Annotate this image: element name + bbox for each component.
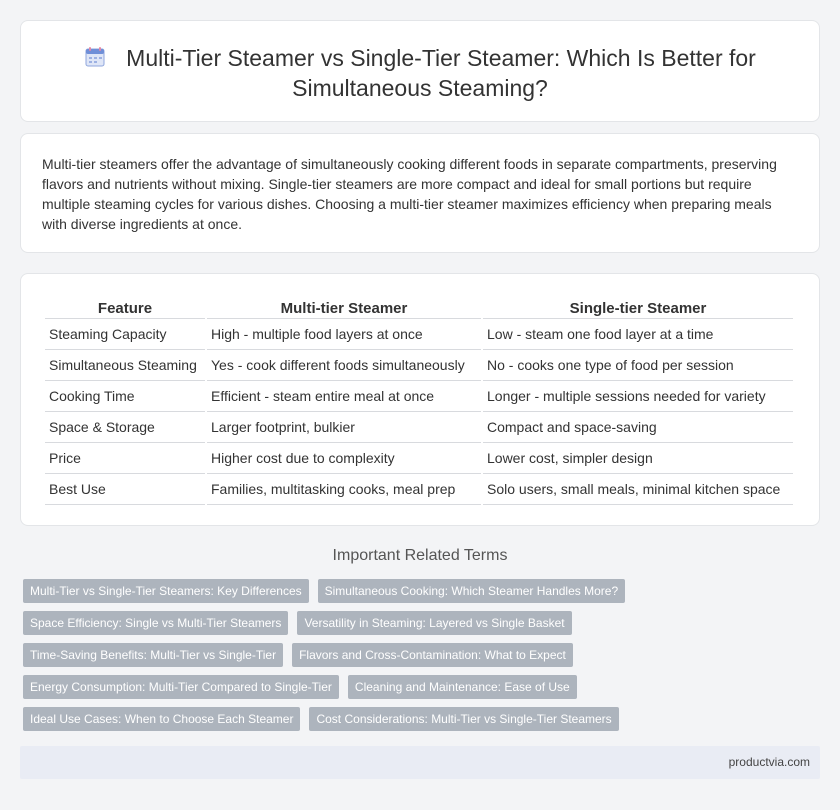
calendar-icon xyxy=(84,46,106,68)
table-cell: No - cooks one type of food per session xyxy=(483,350,793,381)
table-cell: Compact and space-saving xyxy=(483,412,793,443)
table-cell: Low - steam one food layer at a time xyxy=(483,319,793,350)
table-cell: Efficient - steam entire meal at once xyxy=(207,381,481,412)
related-term-tag[interactable]: Ideal Use Cases: When to Choose Each Steamer xyxy=(23,707,300,731)
table-row xyxy=(45,443,793,474)
table-cell: Best Use xyxy=(45,474,205,505)
table-row xyxy=(45,474,793,505)
table-cell: Yes - cook different foods simultaneously xyxy=(207,350,481,381)
footer xyxy=(20,746,820,779)
column-header-single-tier: Single-tier Steamer xyxy=(483,296,793,319)
table-cell: Price xyxy=(45,443,205,474)
table-cell: Higher cost due to complexity xyxy=(207,443,481,474)
table-row xyxy=(45,319,793,350)
page-title: Multi-Tier Steamer vs Single-Tier Steamer: Which Is Better for Simultaneous Steaming? xyxy=(126,45,756,101)
table-cell: Solo users, small meals, minimal kitchen space xyxy=(483,474,793,505)
related-term-tag[interactable]: Cleaning and Maintenance: Ease of Use xyxy=(348,675,577,699)
column-header-multi-tier: Multi-tier Steamer xyxy=(207,296,481,319)
column-header-feature: Feature xyxy=(45,296,205,319)
footer-site-link[interactable]: productvia.com xyxy=(728,755,810,769)
related-term-tag[interactable]: Space Efficiency: Single vs Multi-Tier Steamers xyxy=(23,611,288,635)
related-term-tag[interactable]: Cost Considerations: Multi-Tier vs Single-Tier Steamers xyxy=(309,707,618,731)
table-cell: Steaming Capacity xyxy=(45,319,205,350)
table-row xyxy=(45,381,793,412)
related-term-tag[interactable]: Energy Consumption: Multi-Tier Compared to Single-Tier xyxy=(23,675,339,699)
related-term-tag[interactable]: Versatility in Steaming: Layered vs Single Basket xyxy=(297,611,571,635)
tag-row xyxy=(23,643,823,667)
table-cell: High - multiple food layers at once xyxy=(207,319,481,350)
table-cell: Longer - multiple sessions needed for variety xyxy=(483,381,793,412)
table-cell: Simultaneous Steaming xyxy=(45,350,205,381)
related-terms-list xyxy=(23,579,823,739)
tag-row xyxy=(23,675,823,699)
related-term-tag[interactable]: Time-Saving Benefits: Multi-Tier vs Single-Tier xyxy=(23,643,283,667)
table-cell: Families, multitasking cooks, meal prep xyxy=(207,474,481,505)
table-cell: Larger footprint, bulkier xyxy=(207,412,481,443)
related-term-tag[interactable]: Multi-Tier vs Single-Tier Steamers: Key Differences xyxy=(23,579,309,603)
tag-row xyxy=(23,707,823,731)
table-cell: Lower cost, simpler design xyxy=(483,443,793,474)
tag-row xyxy=(23,579,823,603)
table-header-row xyxy=(45,296,793,319)
related-term-tag[interactable]: Simultaneous Cooking: Which Steamer Handles More? xyxy=(318,579,625,603)
tag-row xyxy=(23,611,823,635)
intro-card xyxy=(20,133,820,253)
table-row xyxy=(45,350,793,381)
table-row xyxy=(45,412,793,443)
related-term-tag[interactable]: Flavors and Cross-Contamination: What to Expect xyxy=(292,643,573,667)
comparison-table xyxy=(43,296,795,505)
title-card xyxy=(20,20,820,122)
table-cell: Cooking Time xyxy=(45,381,205,412)
related-terms-heading: Important Related Terms xyxy=(332,547,508,564)
intro-paragraph: Multi-tier steamers offer the advantage of simultaneously cooking different foods in separate compartments, preserving flavors and nutrients without mixing. Single-tier steamers are more compact and ideal for small portions but require multiple steaming cycles for various dishes. Choosing a multi-tier steamer maximizes efficiency when preparing meals with diverse ingredients at once. xyxy=(42,156,777,232)
table-cell: Space & Storage xyxy=(45,412,205,443)
page-title-wrap xyxy=(21,43,819,103)
comparison-card xyxy=(20,273,820,526)
